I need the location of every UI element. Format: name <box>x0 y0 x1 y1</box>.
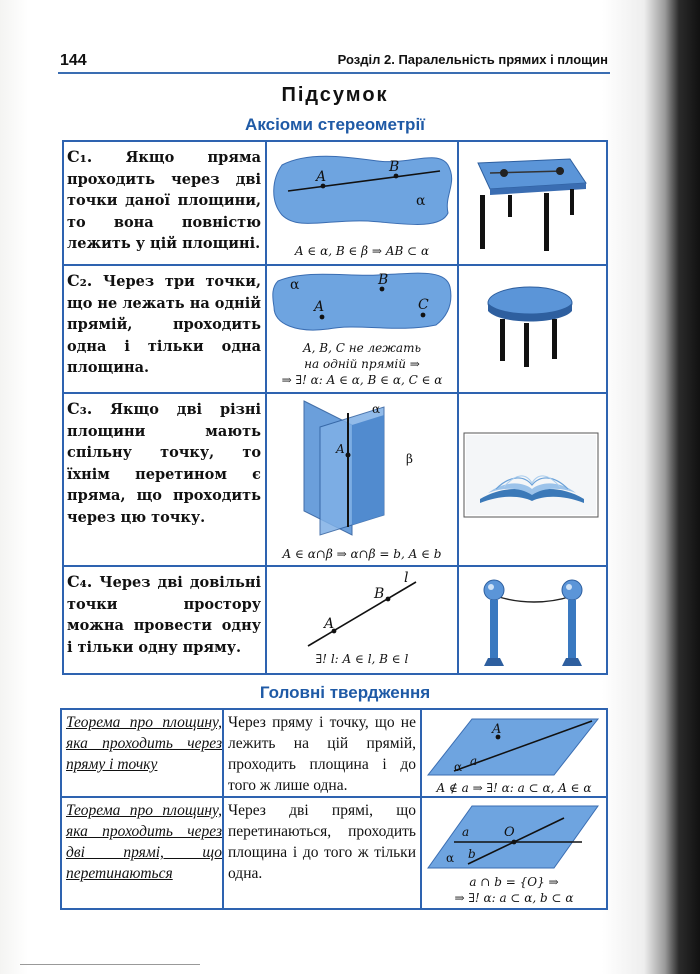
svg-text:a: a <box>470 754 478 768</box>
svg-text:β: β <box>406 452 413 466</box>
svg-text:B: B <box>378 272 389 288</box>
axiom-c3-planes-figure <box>268 395 456 545</box>
theorem-2-name: Теорема про площину, яка проходить через дві прямі, що перетинаються <box>66 802 222 882</box>
axioms-heading: Аксіоми стереометрії <box>245 115 425 134</box>
svg-text:C: C <box>418 297 429 313</box>
axiom-c4-text: C₄. Через дві довільні точки простору можна провести одну і тільки одну пряму. <box>67 572 261 656</box>
bottom-edge-line <box>20 964 200 965</box>
axiom-c4-posts-illustration <box>460 568 605 672</box>
theorem-2-formula: a ∩ b = {O} ⇒ ⇒ ∃! α: a ⊂ α, b ⊂ α <box>454 875 574 905</box>
svg-text:α: α <box>454 760 463 774</box>
svg-text:A: A <box>316 169 327 185</box>
svg-text:B: B <box>389 159 400 175</box>
svg-text:α: α <box>416 193 426 209</box>
axiom-c1-plane-figure <box>268 143 456 243</box>
theorem-1-formula: A ∉ a ⇒ ∃! α: a ⊂ α, A ∈ α <box>436 781 592 795</box>
running-header: Розділ 2. Паралельність прямих і площин <box>337 52 608 67</box>
theorem-1-figure <box>424 711 604 779</box>
axiom-c2-plane-figure <box>268 267 456 337</box>
axiom-c2-round-table-illustration <box>460 267 605 391</box>
svg-text:A: A <box>336 442 345 456</box>
svg-text:B: B <box>374 586 385 602</box>
axiom-c2-formula: A, B, C не лежать на одній прямій ⇒ ⇒ ∃! α: A ∈ α, B ∈ α, C ∈ α <box>281 341 443 387</box>
page-title: Підсумок <box>281 84 389 106</box>
theorem-1-statement: Через пряму і точку, що не лежить на цій прямій, проходить площина і до того ж лише одна. <box>228 714 416 794</box>
svg-text:α: α <box>446 851 455 865</box>
svg-text:α: α <box>290 277 300 293</box>
svg-text:A: A <box>314 299 325 315</box>
axiom-c1-text: C₁. Якщо пряма проходить через дві точки даної площини, то вона повністю лежить у цій площині. <box>67 147 261 252</box>
theorem-2-statement: Через дві прямі, що перетинаються, проходить площина і до того ж тільки одна. <box>228 802 416 882</box>
svg-text:O: O <box>504 825 515 840</box>
page-number: 144 <box>60 52 87 69</box>
theorems-heading: Головні твердження <box>259 683 431 702</box>
svg-text:b: b <box>468 847 476 861</box>
svg-text:A: A <box>492 722 502 737</box>
axiom-c4-formula: ∃! l: A ∈ l, B ∈ l <box>315 652 409 666</box>
axiom-c2-text: C₂. Через три точки, що не лежать на одній прямій, проходить одна і тільки одна площина. <box>67 271 261 376</box>
axiom-c1-table-illustration <box>460 143 605 263</box>
axiom-c1-formula: A ∈ α, B ∈ β ⇒ AB ⊂ α <box>294 244 430 258</box>
svg-text:l: l <box>404 570 409 586</box>
header-rule <box>58 72 610 74</box>
axiom-c3-formula: A ∈ α∩β ⇒ α∩β = b, A ∈ b <box>282 547 442 561</box>
svg-text:α: α <box>372 402 381 416</box>
theorem-2-figure <box>424 800 604 872</box>
svg-text:A: A <box>324 616 335 632</box>
axiom-c3-book-illustration <box>460 395 605 563</box>
svg-text:a: a <box>462 825 470 839</box>
axiom-c4-line-figure <box>268 568 456 650</box>
theorem-1-name: Теорема про площину, яка проходить через пряму і точку <box>66 714 222 773</box>
axiom-c3-text: C₃. Якщо дві різні площини мають спільну точку, то їхнім перетином є пряма, що проходить через цю точку. <box>67 399 261 526</box>
